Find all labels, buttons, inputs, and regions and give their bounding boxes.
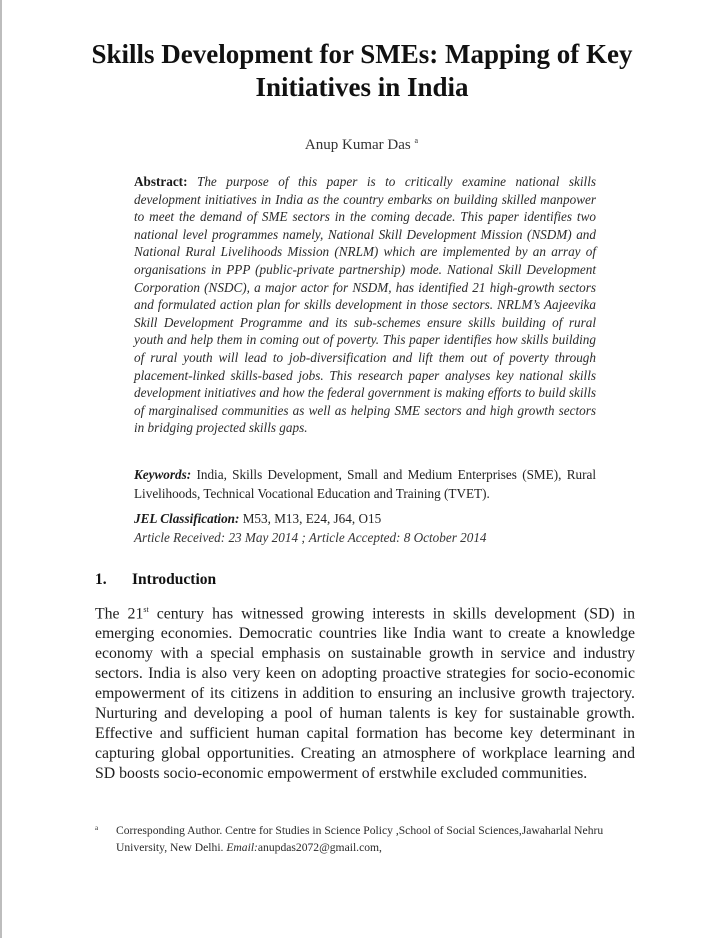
keywords-label: Keywords: [134, 467, 192, 482]
paper-title: Skills Development for SMEs: Mapping of Key Initiatives in India [91, 39, 633, 102]
author-name: Anup Kumar Das [304, 137, 411, 153]
intro-lead: The 21 [95, 605, 144, 623]
section-number: 1. [95, 571, 107, 588]
jel-label: JEL Classification: [134, 511, 240, 526]
introduction-paragraph [95, 600, 635, 783]
footnote-mark: a [95, 824, 99, 832]
footnote-text-block [95, 822, 635, 856]
author-footnote-mark: a [414, 136, 419, 145]
article-dates: Article Received: 23 May 2014 ; Article Accepted: 8 October 2014 [134, 530, 487, 545]
jel-codes: M53, M13, E24, J64, O15 [242, 511, 382, 526]
intro-ordinal-suffix: st [143, 605, 149, 614]
abstract [134, 173, 596, 437]
jel-classification [134, 510, 596, 528]
keywords-text: India, Skills Development, Small and Medium Enterprises (SME), Rural Livelihoods, Technical Vocational Education and Training (TVET). [134, 467, 597, 501]
keywords [134, 465, 596, 503]
section-heading [95, 571, 635, 589]
footnote [95, 822, 635, 856]
section-title: Introduction [132, 571, 217, 588]
footnote-email[interactable]: anupdas2072@gmail.com, [257, 841, 382, 854]
author-line [2, 136, 719, 154]
intro-body: century has witnessed growing interests in skills development (SD) in emerging economies. Democratic countries like India want to create a knowledge economy with a special emphasis on sustainable growth in service and industry sectors. India is also very keen on adopting proactive strategies for socio-economic empowerment of its citizens in addition to ensuring an inclusive growth trajectory. Nurturing and developing a pool of human talents is key for sustainable growth. Effective and sufficient human capital formation has become key determinant in capturing global opportunities. Creating an atmosphere of workplace learning and SD boosts socio-economic empowerment of erstwhile excluded communities. [95, 605, 635, 782]
abstract-label: Abstract: [134, 174, 188, 189]
footnote-email-label: Email: [226, 841, 258, 854]
footnote-affiliation: Corresponding Author. Centre for Studies in Science Policy ,School of Social Sciences,Jawaharlal Nehru University, New Delhi. [116, 824, 604, 854]
abstract-text: The purpose of this paper is to critically examine national skills development initiatives in India as the country embarks on building skilled manpower to meet the demand of SME sectors in the coming decade. This paper identifies two national level programmes namely, National Skill Development Mission (NSDM) and National Rural Livelihoods Mission (NRLM) which are implemented by an array of organisations in PPP (public-private partnership) mode. National Skill Development Corporation (NSDC), a major actor for NSDM, has identified 21 high-growth sectors and formulated action plan for skills development in those sectors. NRLM’s Aajeevika Skill Development Programme and its sub-schemes ensure skills building of rural youth and help them in coming out of poverty. This paper identifies how skills building of rural youth will lead to job-diversification and lift them out of poverty through placement-linked skills-based jobs. This research paper analyses key national skills development initiatives and how the federal government is making efforts to build skills of marginalised communities as well as helping SME sectors and high growth sectors in bridging projected skills gaps. [134, 174, 597, 436]
